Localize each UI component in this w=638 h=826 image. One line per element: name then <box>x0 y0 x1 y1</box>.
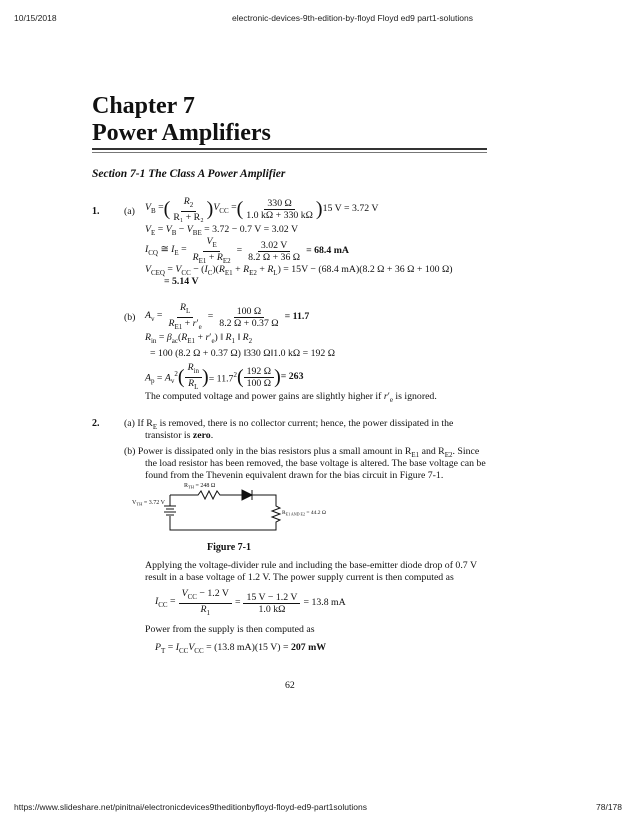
figure-caption: Figure 7-1 <box>207 542 251 553</box>
icq-equation: $I_{CQ}$ ≅ $I_E$ = $\frac{V_E}{R_{E1} + R_{E2}}$ = $\frac{3.02 V}{8.2 \Omega + 36 \Omega}$ = 68.4 mA <box>145 236 349 265</box>
heading-rule <box>92 148 487 150</box>
vceq-result: = 5.14 V <box>164 276 199 287</box>
av-equation: $A_v$ = $\frac{R_L}{R_{E1} + r'_e}$ = $\frac{100 \Omega}{8.2 \Omega + 0.37 \Omega}$ = 11.7 <box>145 302 310 331</box>
section-title: Section 7-1 The Class A Power Amplifier <box>92 168 286 180</box>
p2b-line3: found from the Thevenin equivalent drawn for the bias circuit in Figure 7-1. <box>145 470 444 481</box>
chapter-title: Power Amplifiers <box>92 120 271 146</box>
heading-rule-thin <box>92 152 487 153</box>
p2a-line2: transistor is zero. <box>145 430 214 441</box>
rin-result: = 100 (8.2 Ω + 0.37 Ω) ‖330 Ω‖1.0 kΩ = 192 Ω <box>150 348 336 359</box>
part-a-label: (a) <box>124 206 135 217</box>
thevenin-circuit-diagram <box>132 480 360 540</box>
re-resistor <box>170 495 280 530</box>
print-date: 10/15/2018 <box>14 13 57 23</box>
p2a-line1: (a) If $R_E$ is removed, there is no collector current; hence, the power dissipated in the <box>124 418 454 431</box>
page-number: 62 <box>285 680 295 691</box>
print-url[interactable]: https://www.slideshare.net/pinitnai/electronicdevices9theditionbyfloyd-floyd-ed9-part1solutions <box>14 802 367 812</box>
rin-equation: $R_{in} = \beta_{ac}(R_{E1} + r'_e)$ ‖ $R_1$ ‖ $R_2$ <box>145 332 253 345</box>
ve-equation: $V_E = V_B - V_{BE} = 3.72 - 0.7$ V = 3.02 V <box>145 224 299 237</box>
gain-note: The computed voltage and power gains are slightly higher if $r'_e$ is ignored. <box>145 391 437 404</box>
problem-2-number: 2. <box>92 418 100 429</box>
problem-1-number: 1. <box>92 206 100 217</box>
svg-text:RE1 AND E2 = 44.2 Ω: $R_{E1 AND E2} = 44.2$ Ω <box>282 510 326 517</box>
power-intro: Power from the supply is then computed as <box>145 624 315 635</box>
p2b-line1: (b) Power is dissipated only in the bias resistors plus a small amount in $R_{E1}$ and $R_{E2}$. Since <box>124 446 480 459</box>
p2b-line2: the load resistor has been removed, the base voltage is altered. The base voltage can be <box>145 458 486 469</box>
vb-equation: $V_B$ = ( $\frac{R_2}{\text{R₁ + R₂}}$ ) $V_{CC}$ = ( $\frac{330 \Omega}{1.0 k\Omega + 330 k\Omega}$ ) 15 V = 3.72 V <box>145 196 379 223</box>
battery-icon <box>164 506 176 515</box>
vceq-equation: $V_{CEQ} = V_{CC} - (I_C)(R_{E1} + R_{E2} + R_L) = 15V - (68.4$ mA)(8.2 Ω + 36 Ω + 100 Ω) <box>145 264 453 277</box>
diode-icon <box>242 490 252 500</box>
svg-text:VTH = 3.72 V: $V_{TH} = 3.72$ V <box>132 500 165 507</box>
part-b-label: (b) <box>124 312 136 323</box>
pt-equation: $P_T = I_{CC}V_{CC} = (13.8$ mA)(15 V) = 207 mW <box>155 642 327 655</box>
print-title: electronic-devices-9th-edition-by-floyd Floyd ed9 part1-solutions <box>232 13 473 23</box>
vd-line1: Applying the voltage-divider rule and including the base-emitter diode drop of 0.7 V <box>145 560 478 571</box>
vd-line2: result in a base voltage of 1.2 V. The power supply current is then computed as <box>145 572 454 583</box>
svg-text:RTH = 248 Ω: $R_{TH} = 248$ Ω <box>184 483 216 490</box>
icc-equation: $I_{CC}$ = $\frac{V_{CC} - 1.2 V}{R_1}$ = $\frac{15 V - 1.2 V}{1.0 k\Omega}$ = 13.8 mA <box>155 588 346 617</box>
print-page-counter: 78/178 <box>596 802 622 812</box>
chapter-number: Chapter 7 <box>92 93 195 119</box>
ap-equation: $A_p = A_v^2$ ( $\frac{R_{in}}{R_L}$ ) = $11.7^2$ ( $\frac{192 \Omega}{100 \Omega}$ ) = 263 <box>145 362 304 391</box>
rth-resistor <box>170 491 236 499</box>
